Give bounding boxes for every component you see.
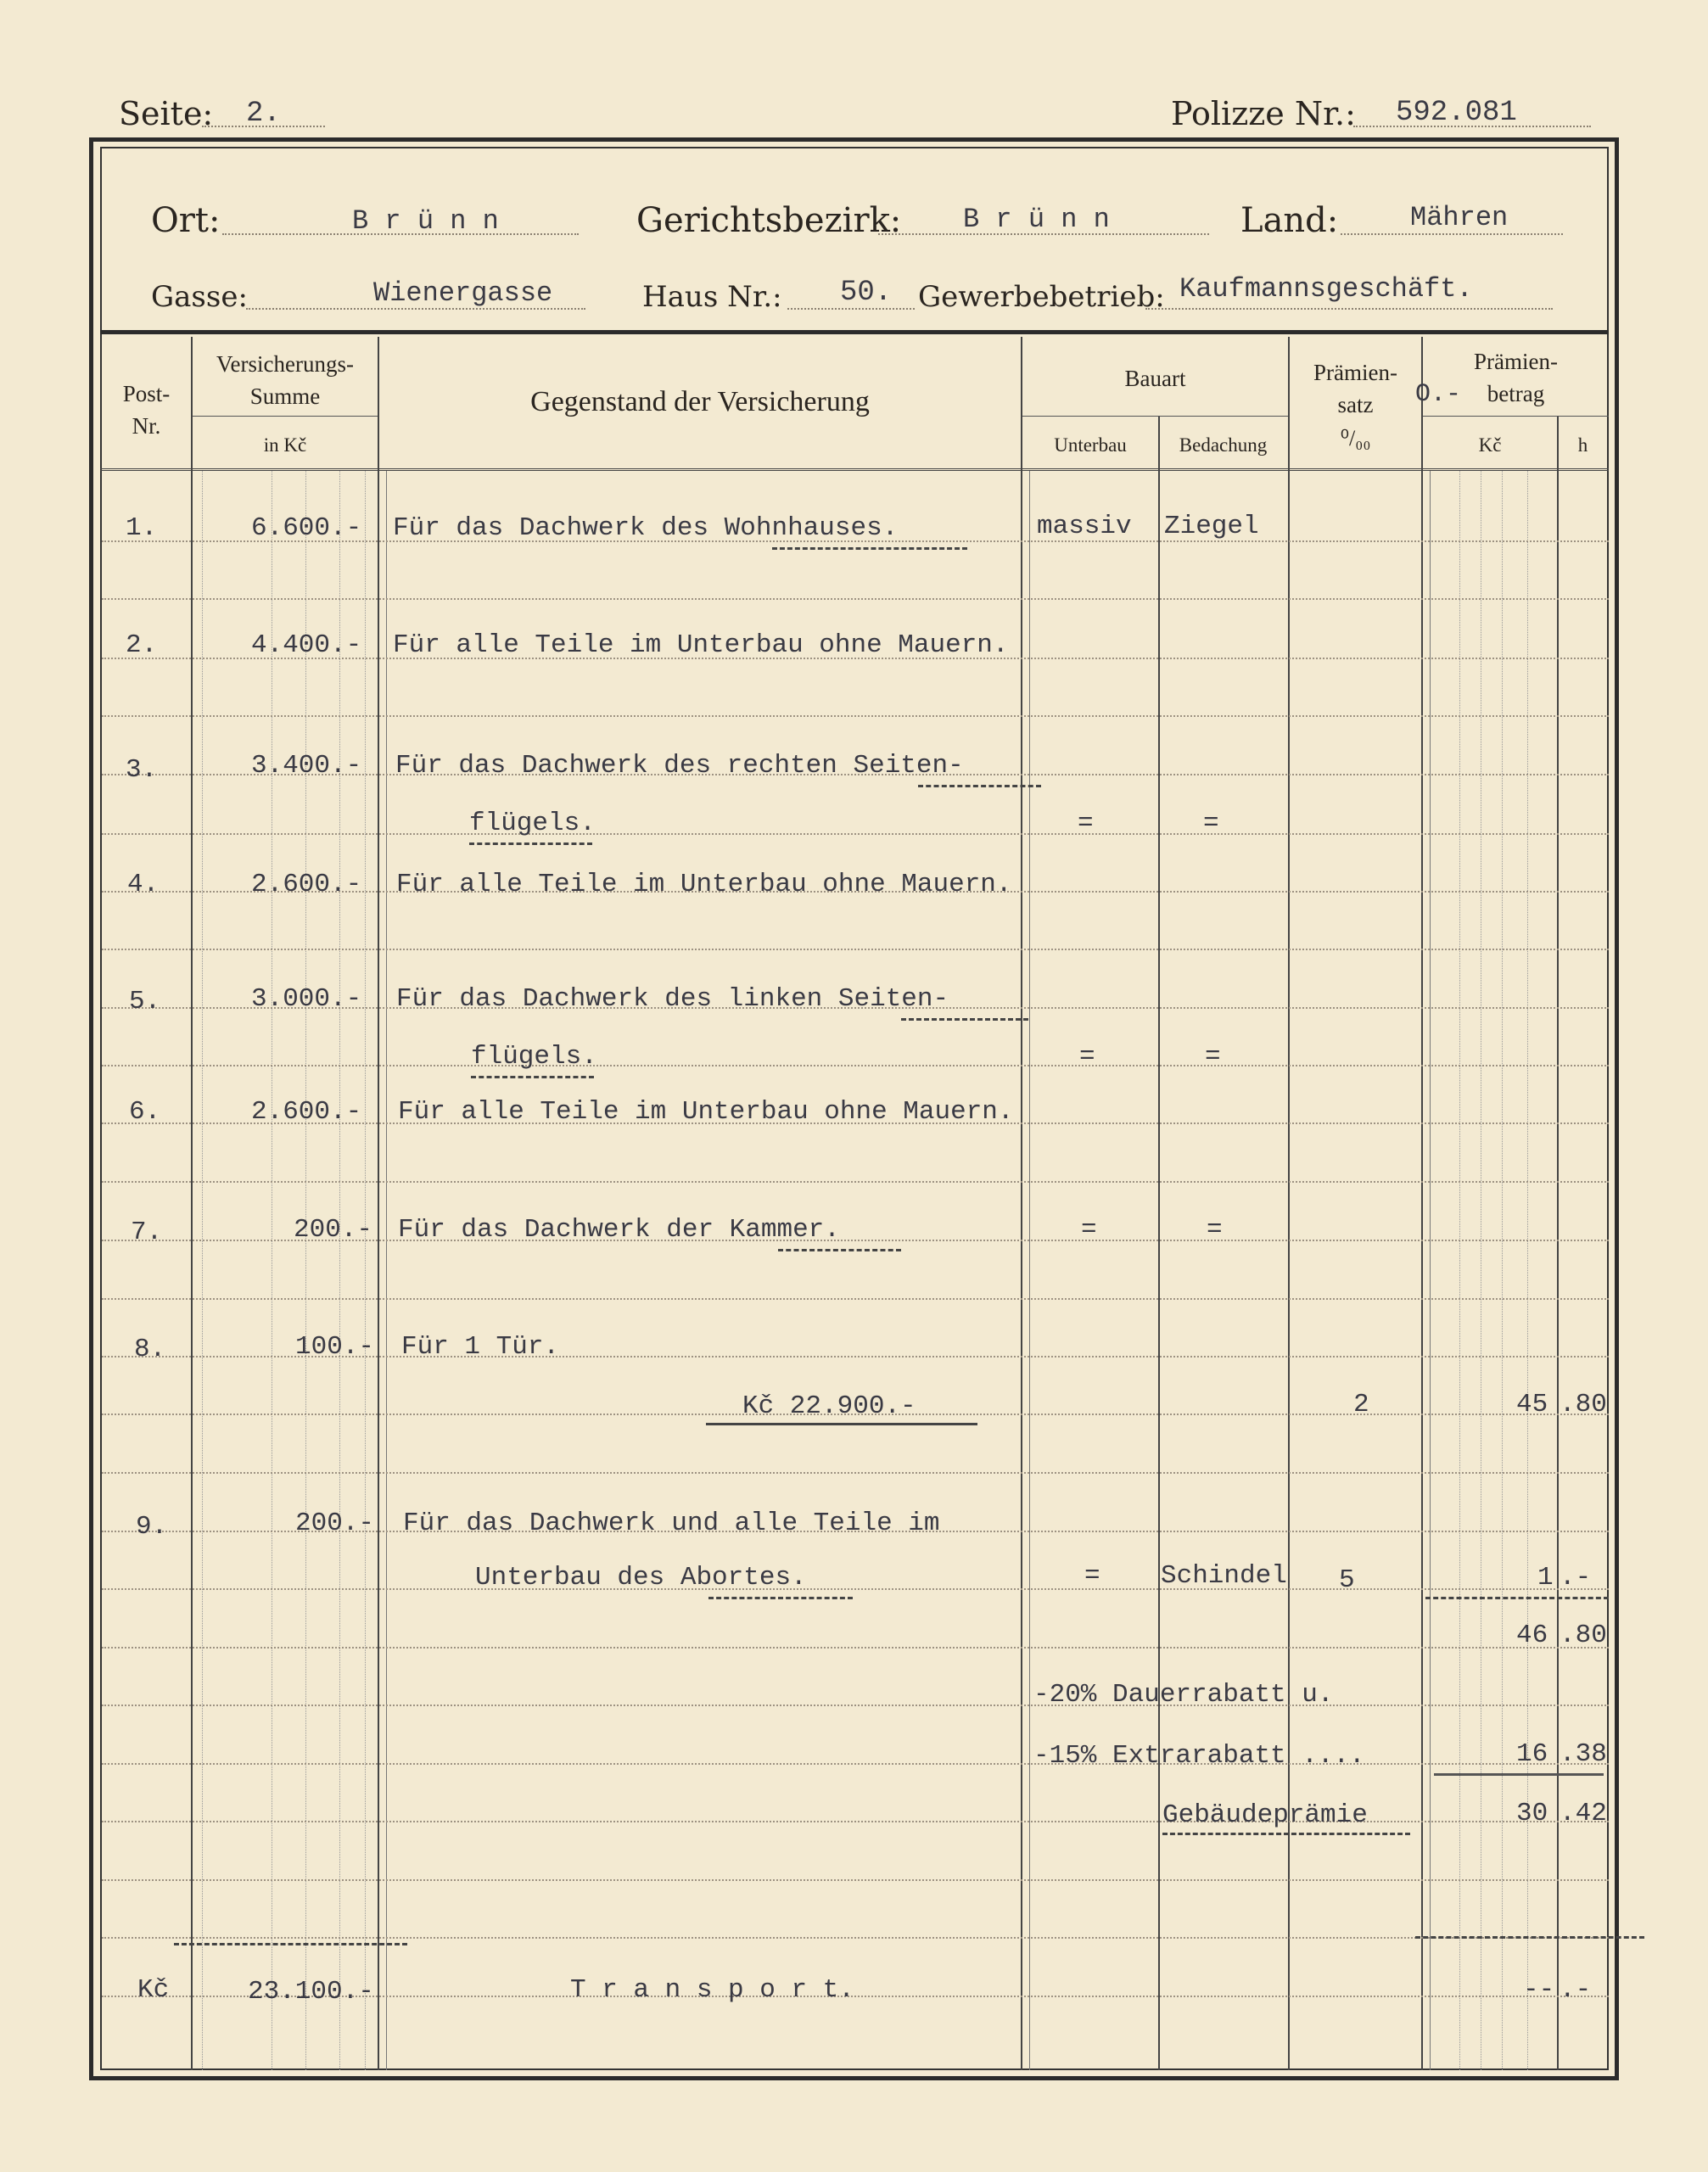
row2-text: Für alle Teile im Unterbau ohne Mauern. (393, 630, 1009, 660)
total1-h: .80 (1560, 1621, 1607, 1650)
subtotal-satz: 2 (1353, 1390, 1369, 1419)
row9-text: Für das Dachwerk und alle Teile im (403, 1509, 940, 1538)
col-satz-header: Prämien- satz (1313, 360, 1397, 417)
transport-kc: -- (1523, 1975, 1555, 2005)
row1-unterbau: massiv (1037, 512, 1132, 541)
row1-nr: 1. (126, 513, 158, 543)
row5-bedachung: = (1205, 1042, 1221, 1072)
col-h-header: h (1577, 434, 1588, 456)
row7-sum: 200.- (294, 1215, 373, 1245)
table-top-rule (100, 330, 1609, 334)
row9-unterbau: = (1084, 1561, 1100, 1591)
row1-text: Für das Dachwerk des Wohnhauses. (393, 513, 899, 543)
row3-text2: flügels. (469, 809, 596, 838)
subtotal-h: .80 (1560, 1390, 1607, 1419)
col-post-header: Post- Nr. (122, 381, 171, 439)
row9-sum: 200.- (295, 1509, 375, 1538)
row3-unterbau: = (1078, 809, 1094, 838)
row1-sum: 6.600.- (251, 513, 362, 543)
row5-text2: flügels. (471, 1042, 597, 1072)
bezirk-label: Gerichtsbezirk: (636, 201, 902, 240)
policy-number: 592.081 (1396, 97, 1517, 129)
gebaeude-label: Gebäudeprämie (1162, 1800, 1368, 1830)
row9-kc: 1 (1537, 1563, 1554, 1593)
row1-bedachung: Ziegel (1164, 512, 1259, 541)
gewerbe-value: Kaufmannsgeschäft. (1179, 273, 1473, 305)
row3-text: Für das Dachwerk des rechten Seiten- (395, 751, 964, 781)
ort-value: B r ü n n (352, 205, 499, 237)
gebaeude-kc: 30 (1516, 1799, 1548, 1828)
col-kc-header: Kč (1478, 434, 1502, 456)
bezirk-value: B r ü n n (963, 204, 1110, 235)
transport-h: .- (1560, 1975, 1592, 2005)
row9-bedachung: Schindel (1161, 1561, 1287, 1591)
row3-bedachung: = (1203, 809, 1219, 838)
row2-sum: 4.400.- (251, 630, 362, 660)
row7-text: Für das Dachwerk der Kammer. (398, 1215, 840, 1245)
row2-nr: 2. (126, 630, 158, 660)
row9-text2: Unterbau des Abortes. (475, 1563, 807, 1593)
col-bedachung-header: Bedachung (1179, 434, 1268, 456)
row8-sum: 100.- (295, 1332, 375, 1362)
row4-nr: 4. (127, 870, 160, 899)
gasse-label: Gasse: (151, 280, 248, 314)
row3-sum: 3.400.- (251, 751, 362, 781)
rabatt-h: .38 (1560, 1739, 1607, 1769)
row3-nr: 3. (126, 755, 158, 785)
policy-label: Polizze Nr.: (1171, 95, 1356, 132)
col-summe-unit: in Kč (263, 434, 307, 456)
land-label: Land: (1240, 201, 1339, 240)
land-value: Mähren (1410, 202, 1509, 233)
col-bauart-header: Bauart (1124, 366, 1186, 391)
subtotal-kc: 45 (1516, 1390, 1548, 1419)
row4-text: Für alle Teile im Unterbau ohne Mauern. (396, 870, 1012, 899)
rabatt-kc: 16 (1516, 1739, 1548, 1769)
row5-nr: 5. (129, 987, 161, 1016)
row9-h: .- (1560, 1563, 1592, 1593)
row7-bedachung: = (1207, 1215, 1223, 1245)
col-betrag-mark: O.- (1415, 380, 1462, 409)
transport-label: T r a n s p o r t. (570, 1975, 854, 2005)
header-bottom-rule (100, 468, 1609, 471)
col-unterbau-header: Unterbau (1054, 434, 1127, 456)
page-label: Seite: (119, 95, 214, 132)
rabatt-line1: -20% Dauerrabatt u. (1033, 1680, 1334, 1710)
row6-nr: 6. (129, 1097, 161, 1127)
gasse-value: Wienergasse (373, 277, 553, 309)
col-satz-unit: ⁰/₀₀ (1340, 426, 1371, 451)
row8-text: Für 1 Tür. (401, 1332, 560, 1362)
row5-unterbau: = (1079, 1042, 1095, 1072)
col-gegenstand-header: Gegenstand der Versicherung (530, 386, 870, 417)
row7-unterbau: = (1081, 1215, 1097, 1245)
transport-currency: Kč (137, 1975, 170, 2005)
row9-nr: 9. (136, 1512, 168, 1542)
transport-sum: 23.100.- (248, 1977, 374, 2007)
gebaeude-h: .42 (1560, 1799, 1607, 1828)
row5-text: Für das Dachwerk des linken Seiten- (396, 984, 949, 1014)
subtotal-sum: Kč 22.900.- (742, 1391, 916, 1421)
row4-sum: 2.600.- (251, 870, 362, 899)
page-number: 2. (246, 98, 281, 130)
rabatt-line2: -15% Extrarabatt .... (1033, 1741, 1365, 1771)
row7-nr: 7. (131, 1218, 163, 1247)
row5-sum: 3.000.- (251, 984, 362, 1014)
col-betrag-header: Prämien- betrag (1474, 349, 1558, 406)
gewerbe-label: Gewerbebetrieb: (918, 280, 1165, 314)
row6-sum: 2.600.- (251, 1097, 362, 1127)
haus-label: Haus Nr.: (642, 280, 782, 314)
haus-value: 50. (840, 277, 893, 309)
total1-kc: 46 (1516, 1621, 1548, 1650)
row6-text: Für alle Teile im Unterbau ohne Mauern. (398, 1097, 1014, 1127)
ort-label: Ort: (151, 201, 221, 240)
row9-satz: 5 (1339, 1565, 1355, 1595)
row8-nr: 8. (134, 1335, 166, 1364)
col-summe-header: Versicherungs- Summe (216, 351, 354, 409)
